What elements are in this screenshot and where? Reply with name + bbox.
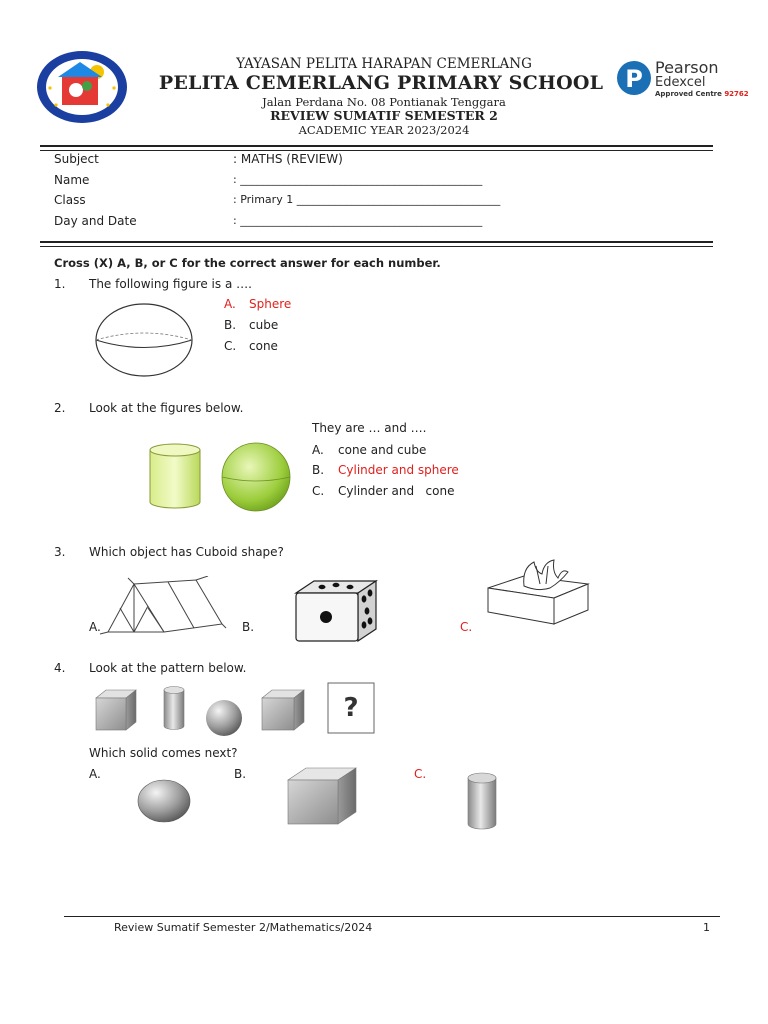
- svg-text:P: P: [625, 65, 643, 93]
- info-date-label: Day and Date: [54, 214, 137, 228]
- pearson-logo: [616, 58, 749, 102]
- approved-centre: [655, 90, 749, 98]
- pattern-unknown-mark: ?: [343, 693, 359, 723]
- q1-option-c-text: cone: [249, 339, 278, 353]
- footer-rule: [64, 916, 720, 917]
- footer-text: Review Sumatif Semester 2/Mathematics/2024: [114, 921, 373, 934]
- instruction: Cross (X) A, B, or C for the correct answer for each number.: [54, 256, 441, 270]
- q3-text: Which object has Cuboid shape?: [89, 545, 284, 559]
- pearson-name: Pearson: [655, 58, 719, 77]
- cylinder-sphere-figure: [144, 440, 300, 512]
- q4-text: Look at the pattern below.: [89, 661, 247, 675]
- pearson-p-icon: [616, 60, 652, 96]
- page-number: 1: [703, 921, 710, 934]
- q4-option-b-cube: [284, 766, 360, 826]
- info-rule-thin: [40, 246, 713, 247]
- q3-option-b-letter[interactable]: B.: [242, 620, 255, 634]
- q2-text: Look at the figures below.: [89, 401, 244, 415]
- q1-option-a-text: Sphere: [249, 297, 292, 311]
- q4-option-a-sphere: [136, 778, 192, 824]
- info-subject-value: : MATHS (REVIEW): [233, 152, 343, 166]
- centre-number: 92762: [724, 90, 749, 98]
- q2-prompt: They are … and ….: [312, 421, 427, 435]
- academic-year: ACADEMIC YEAR 2023/2024: [298, 123, 470, 137]
- q1-text: The following figure is a ….: [89, 277, 252, 291]
- q2-option-c-letter[interactable]: C.: [312, 484, 325, 498]
- q1-option-a-letter[interactable]: A.: [224, 297, 236, 311]
- info-rule-thick: [40, 241, 713, 243]
- info-subject-label: Subject: [54, 152, 99, 166]
- q2-option-c-text: Cylinder and cone: [338, 484, 455, 498]
- q3-option-a-letter[interactable]: A.: [89, 620, 101, 634]
- q4-option-a-letter[interactable]: A.: [89, 767, 101, 781]
- info-date-value: : ____________________________________________: [233, 214, 483, 227]
- foundation-name: YAYASAN PELITA HARAPAN CEMERLANG: [236, 56, 532, 72]
- school-name: PELITA CEMERLANG PRIMARY SCHOOL: [158, 72, 604, 94]
- q4-option-c-letter[interactable]: C.: [414, 767, 427, 781]
- q1-number: 1.: [54, 277, 66, 291]
- tent-figure: [98, 576, 228, 636]
- q2-option-b-letter[interactable]: B.: [312, 463, 325, 477]
- q2-option-a-text: cone and cube: [338, 443, 427, 457]
- dice-figure: [294, 575, 380, 643]
- q4-option-c-cylinder: [464, 770, 500, 832]
- info-name-value: : ____________________________________________: [233, 173, 483, 186]
- q1-option-c-letter[interactable]: C.: [224, 339, 237, 353]
- q2-number: 2.: [54, 401, 66, 415]
- info-class-value: : Primary 1 _____________________________________: [233, 193, 501, 206]
- tissue-box-figure: [484, 558, 594, 630]
- exam-title: REVIEW SUMATIF SEMESTER 2: [270, 108, 498, 123]
- header-rule-thick: [40, 145, 713, 147]
- school-address: Jalan Perdana No. 08 Pontianak Tenggara: [262, 95, 506, 109]
- q3-option-c-letter[interactable]: C.: [460, 620, 473, 634]
- info-class-label: Class: [54, 193, 86, 207]
- q1-option-b-text: cube: [249, 318, 279, 332]
- approved-label: Approved Centre: [655, 90, 722, 98]
- edexcel-name: Edexcel: [655, 75, 706, 90]
- q3-number: 3.: [54, 545, 66, 559]
- q4-number: 4.: [54, 661, 66, 675]
- q2-option-b-text: Cylinder and sphere: [338, 463, 459, 477]
- header-rule-thin: [40, 150, 713, 151]
- q1-option-b-letter[interactable]: B.: [224, 318, 237, 332]
- info-name-label: Name: [54, 173, 90, 187]
- q4-sub-question: Which solid comes next?: [89, 746, 238, 760]
- sphere-figure: [93, 300, 195, 380]
- q2-option-a-letter[interactable]: A.: [312, 443, 324, 457]
- q4-option-b-letter[interactable]: B.: [234, 767, 247, 781]
